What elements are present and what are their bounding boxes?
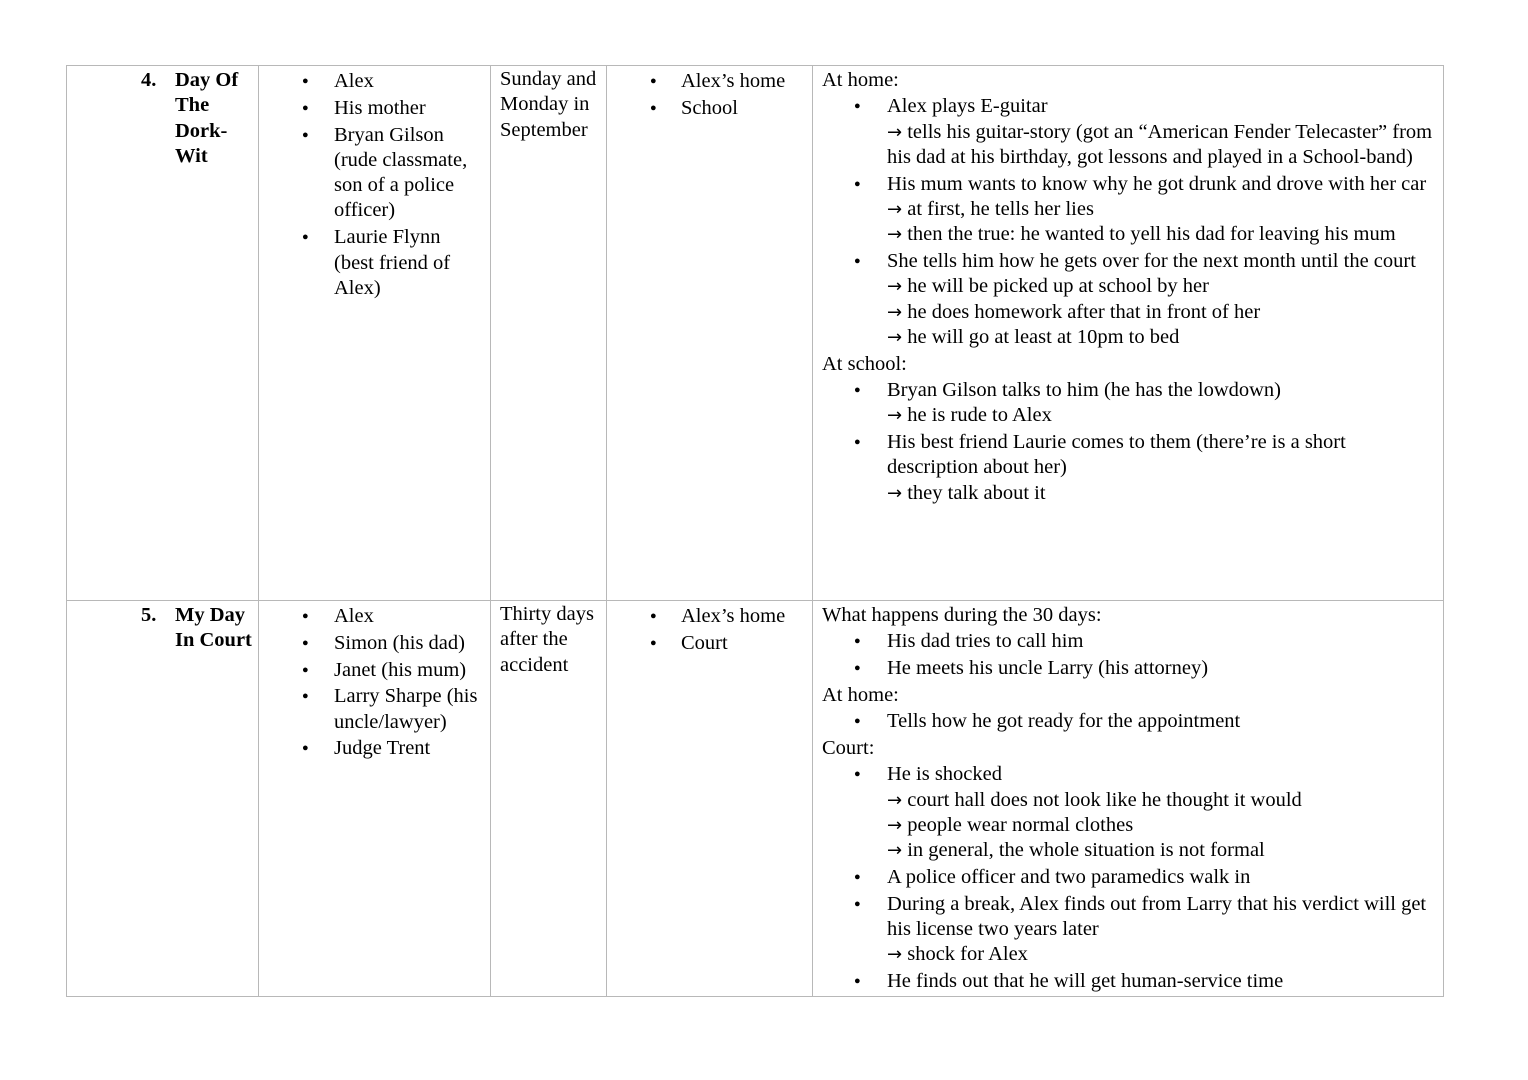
section-heading: At school: [822, 352, 907, 375]
item-text: His mum wants to know why he got drunk and drove with her car [887, 172, 1427, 195]
arrow-line [887, 222, 1435, 247]
list-item [822, 430, 1435, 506]
list-item [822, 969, 1435, 994]
chapter-cell [67, 66, 259, 601]
summary-cell [813, 66, 1444, 601]
section-heading: Court: [822, 736, 875, 759]
list-item: ● Alex’s home [607, 69, 812, 94]
list-item: ● Simon (his dad) [259, 631, 490, 656]
time-cell [491, 601, 607, 997]
arrow-text: then the true: he wanted to yell his dad for leaving his mum [907, 223, 1396, 246]
summary-list [822, 708, 1435, 734]
arrow-line [887, 120, 1435, 171]
list-item [822, 892, 1435, 968]
arrow-right-icon: → [887, 405, 903, 427]
table-row [67, 66, 1444, 601]
chapter-summary-table [66, 65, 1444, 997]
item-text: A police officer and two paramedics walk in [887, 865, 1251, 888]
arrow-right-icon: → [887, 814, 903, 836]
arrow-text: shock for Alex [907, 943, 1028, 966]
arrow-right-icon: → [887, 276, 903, 298]
summary-list [822, 628, 1435, 681]
list-item [822, 629, 1435, 654]
arrow-right-icon: → [887, 840, 903, 862]
arrow-line [887, 481, 1435, 506]
characters-list [259, 66, 490, 301]
summary [813, 601, 1443, 994]
arrow-line [887, 813, 1435, 838]
arrow-right-icon: → [887, 224, 903, 246]
arrow-line [887, 403, 1435, 428]
summary-cell [813, 601, 1444, 997]
chapter-title: Day Of The Dork-Wit [175, 69, 239, 167]
arrow-text: court hall does not look like he thought it would [907, 788, 1302, 811]
list-item: ● Alex [259, 69, 490, 94]
arrow-line [887, 197, 1435, 222]
list-item: ● Larry Sharpe (his uncle/lawyer) [259, 684, 490, 735]
chapter-number: 5. [141, 604, 157, 626]
item-text: He meets his uncle Larry (his attorney) [887, 657, 1209, 680]
arrow-text: he does homework after that in front of her [907, 300, 1261, 323]
places-cell [607, 601, 813, 997]
arrow-right-icon: → [887, 944, 903, 966]
list-item: ● Laurie Flynn (best friend of Alex) [259, 225, 490, 301]
section-heading: What happens during the 30 days: [822, 604, 1102, 626]
time-cell [491, 66, 607, 601]
item-text: Tells how he got ready for the appointment [887, 710, 1241, 733]
time-text: Thirty days after the accident [500, 603, 594, 676]
arrow-right-icon: → [887, 301, 903, 323]
item-text: She tells him how he gets over for the next month until the court [887, 250, 1416, 273]
arrow-text: at first, he tells her lies [907, 197, 1094, 220]
item-text: His dad tries to call him [887, 630, 1084, 653]
arrow-text: in general, the whole situation is not formal [907, 839, 1265, 862]
item-text: During a break, Alex finds out from Larry that his verdict will get his license two years later [887, 892, 1427, 941]
arrow-right-icon: → [887, 121, 903, 143]
list-item: ● Alex [259, 604, 490, 629]
list-item [822, 172, 1435, 248]
summary-list [822, 761, 1435, 994]
list-item: ● Janet (his mum) [259, 658, 490, 683]
table-body [67, 66, 1444, 997]
summary [813, 66, 1443, 506]
places-list [607, 601, 812, 656]
places-list [607, 66, 812, 121]
arrow-right-icon: → [887, 482, 903, 504]
item-text: He is shocked [887, 763, 1003, 786]
item-text: Alex plays E-guitar [887, 95, 1048, 118]
table-row [67, 601, 1444, 997]
characters-list [259, 601, 490, 762]
arrow-text: he will be picked up at school by her [907, 275, 1209, 298]
places-cell [607, 66, 813, 601]
item-text: His best friend Laurie comes to them (there’re is a short description about her) [887, 431, 1346, 479]
list-item: ● Alex’s home [607, 604, 812, 629]
item-text: Bryan Gilson talks to him (he has the lowdown) [887, 379, 1282, 402]
list-item: ● Bryan Gilson (rude classmate, son of a police officer) [259, 123, 490, 224]
section-heading: At home: [822, 69, 899, 91]
chapter-number: 4. [141, 69, 157, 91]
list-item: ● Court [607, 631, 812, 656]
arrow-line [887, 942, 1435, 967]
section-heading: At home: [822, 683, 899, 706]
arrow-line [887, 300, 1435, 325]
arrow-text: people wear normal clothes [907, 813, 1134, 836]
arrow-right-icon: → [887, 326, 903, 348]
list-item [822, 249, 1435, 350]
arrow-text: tells his guitar-story (got an “American Fender Telecaster” from his dad at his birthday, got lessons and played in a School-band) [887, 120, 1433, 168]
arrow-right-icon: → [887, 198, 903, 220]
summary-list [822, 93, 1435, 350]
arrow-line [887, 838, 1435, 863]
summary-list [822, 377, 1435, 506]
list-item [822, 709, 1435, 734]
arrow-line [887, 788, 1435, 813]
list-item: ● His mother [259, 96, 490, 121]
arrow-line [887, 274, 1435, 299]
list-item [822, 94, 1435, 170]
list-item [822, 762, 1435, 863]
chapter-title: My Day In Court [175, 604, 252, 652]
item-text: He finds out that he will get human-service time [887, 970, 1284, 993]
arrow-right-icon: → [887, 789, 903, 811]
arrow-text: they talk about it [907, 481, 1046, 504]
list-item [822, 865, 1435, 890]
list-item [822, 656, 1435, 681]
list-item: ● School [607, 96, 812, 121]
arrow-text: he will go at least at 10pm to bed [907, 325, 1180, 348]
chapter-cell [67, 601, 259, 997]
arrow-text: he is rude to Alex [907, 404, 1052, 427]
arrow-line [887, 325, 1435, 350]
characters-cell [259, 66, 491, 601]
list-item: ● Judge Trent [259, 736, 490, 761]
characters-cell [259, 601, 491, 997]
time-text: Sunday and Monday in September [500, 68, 597, 141]
list-item [822, 378, 1435, 429]
